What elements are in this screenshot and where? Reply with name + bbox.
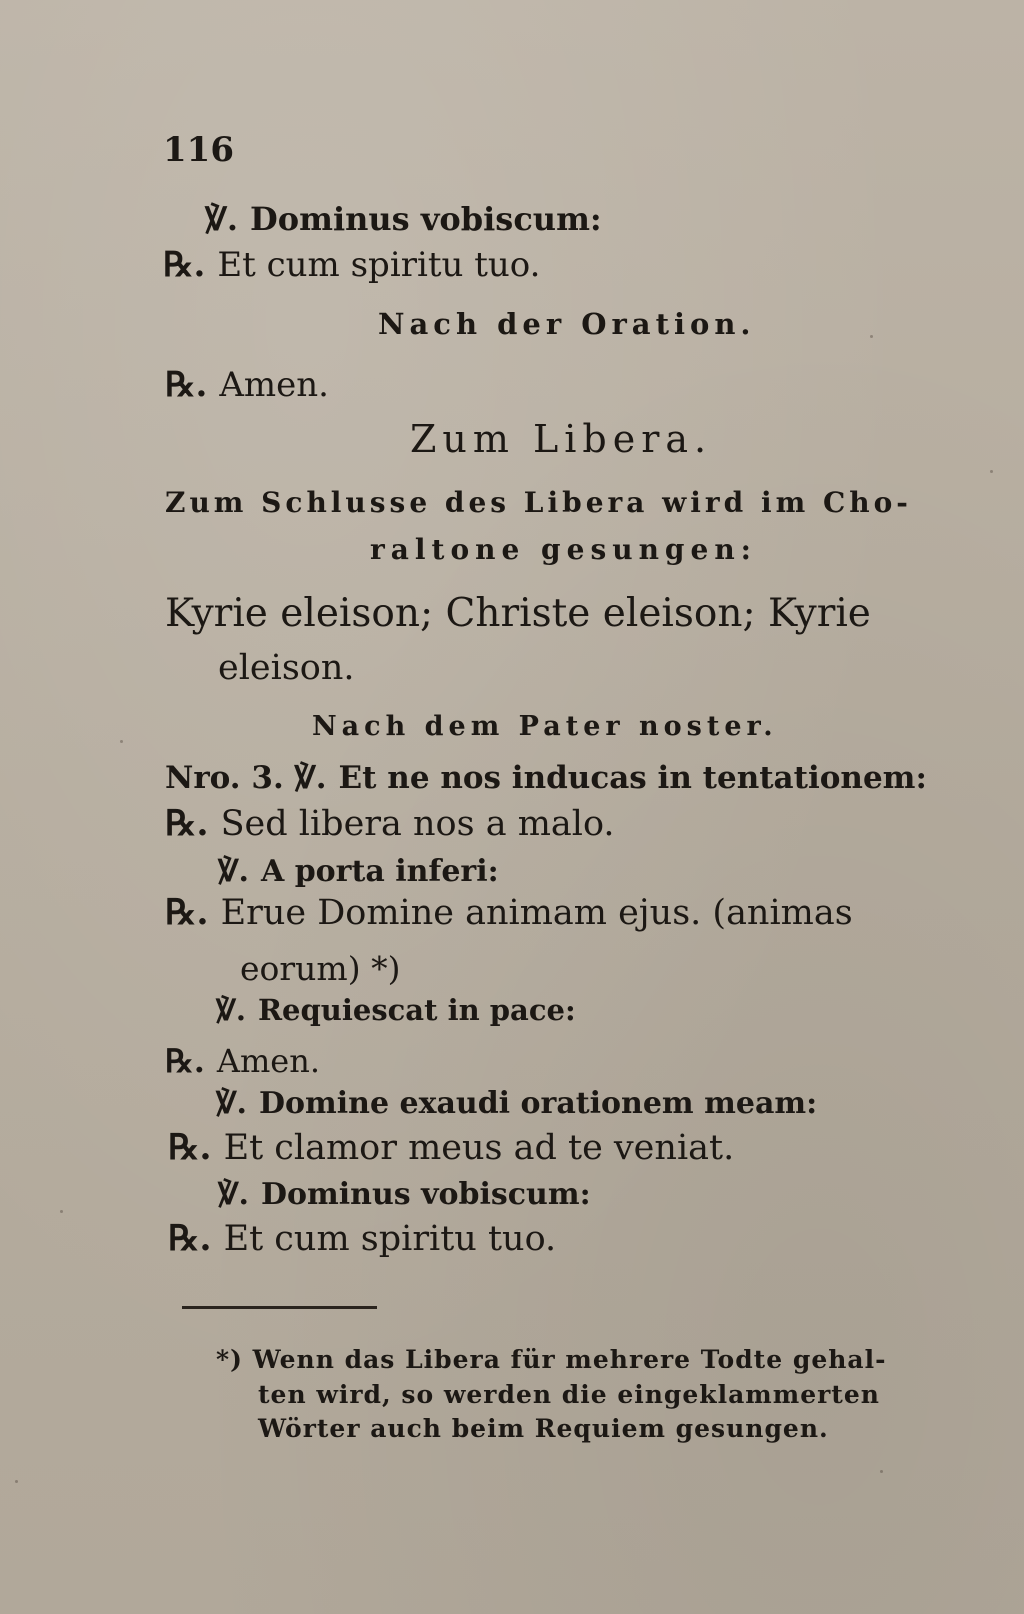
line-text: A porta inferi: xyxy=(260,854,499,889)
rubric-heading: Nach dem Pater noster. xyxy=(312,711,778,742)
response-symbol: ℞. xyxy=(165,365,208,405)
line-text: Requiescat in pace: xyxy=(257,993,576,1027)
number-and-versicle-symbol: Nro. 3. ℣. xyxy=(165,760,327,796)
section-heading: Zum Libera. xyxy=(410,417,713,461)
versicle-symbol: ℣. xyxy=(205,200,239,238)
line-text: Et ne nos inducas in tentationem: xyxy=(338,760,927,796)
footnote-line: Wörter auch beim Requiem gesungen. xyxy=(258,1414,829,1443)
continuation-line: eorum) *) xyxy=(240,949,401,988)
response-line xyxy=(165,365,329,405)
response-line xyxy=(165,803,615,844)
versicle-line xyxy=(165,760,927,796)
page-number: 116 xyxy=(163,130,234,170)
response-symbol: ℞. xyxy=(165,803,209,844)
response-line xyxy=(168,1218,557,1259)
response-symbol: ℞. xyxy=(163,245,206,285)
versicle-line xyxy=(205,200,602,238)
versicle-symbol: ℣. xyxy=(218,854,249,889)
response-symbol: ℞. xyxy=(165,1042,205,1080)
line-text: Sed libera nos a malo. xyxy=(220,804,615,844)
line-text: Amen. xyxy=(216,1042,320,1080)
footnote-divider xyxy=(182,1306,377,1309)
line-text: Dominus vobiscum: xyxy=(250,200,602,238)
paper-speck xyxy=(120,740,123,743)
paper-speck xyxy=(15,1480,18,1483)
response-symbol: ℞. xyxy=(168,1127,212,1168)
versicle-line xyxy=(218,854,499,889)
paper-speck xyxy=(60,1210,63,1213)
line-text: Et clamor meus ad te veniat. xyxy=(223,1128,735,1168)
line-text: Et cum spiritu tuo. xyxy=(223,1219,557,1259)
response-line xyxy=(168,1127,735,1168)
versicle-line xyxy=(216,993,576,1027)
kyrie-line: eleison. xyxy=(218,648,355,688)
rubric-line: Zum Schlusse des Libera wird im Cho- xyxy=(165,486,912,519)
response-line xyxy=(165,892,853,933)
versicle-line xyxy=(216,1086,818,1121)
footnote-line: *) Wenn das Libera für mehrere Todte gehal- xyxy=(216,1345,887,1374)
response-line xyxy=(165,1042,320,1080)
footnote-line: ten wird, so werden die eingeklammerten xyxy=(258,1380,880,1409)
line-text: Amen. xyxy=(219,365,329,405)
line-text: Domine exaudi orationem meam: xyxy=(258,1086,818,1121)
line-text: Et cum spiritu tuo. xyxy=(217,245,541,285)
versicle-symbol: ℣. xyxy=(216,1086,247,1121)
kyrie-line: Kyrie eleison; Christe eleison; Kyrie xyxy=(165,591,871,636)
rubric-heading: Nach der Oration. xyxy=(378,307,756,341)
paper-speck xyxy=(880,1470,883,1473)
paper-speck xyxy=(990,470,993,473)
response-line xyxy=(163,245,541,285)
versicle-symbol: ℣. xyxy=(218,1177,249,1212)
versicle-line xyxy=(218,1177,591,1212)
response-symbol: ℞. xyxy=(168,1218,212,1259)
rubric-line: raltone gesungen: xyxy=(370,533,758,566)
line-text: Erue Domine animam ejus. (animas xyxy=(220,893,853,933)
paper-speck xyxy=(870,335,873,338)
line-text: Dominus vobiscum: xyxy=(260,1177,591,1212)
response-symbol: ℞. xyxy=(165,892,209,933)
versicle-symbol: ℣. xyxy=(216,993,246,1027)
